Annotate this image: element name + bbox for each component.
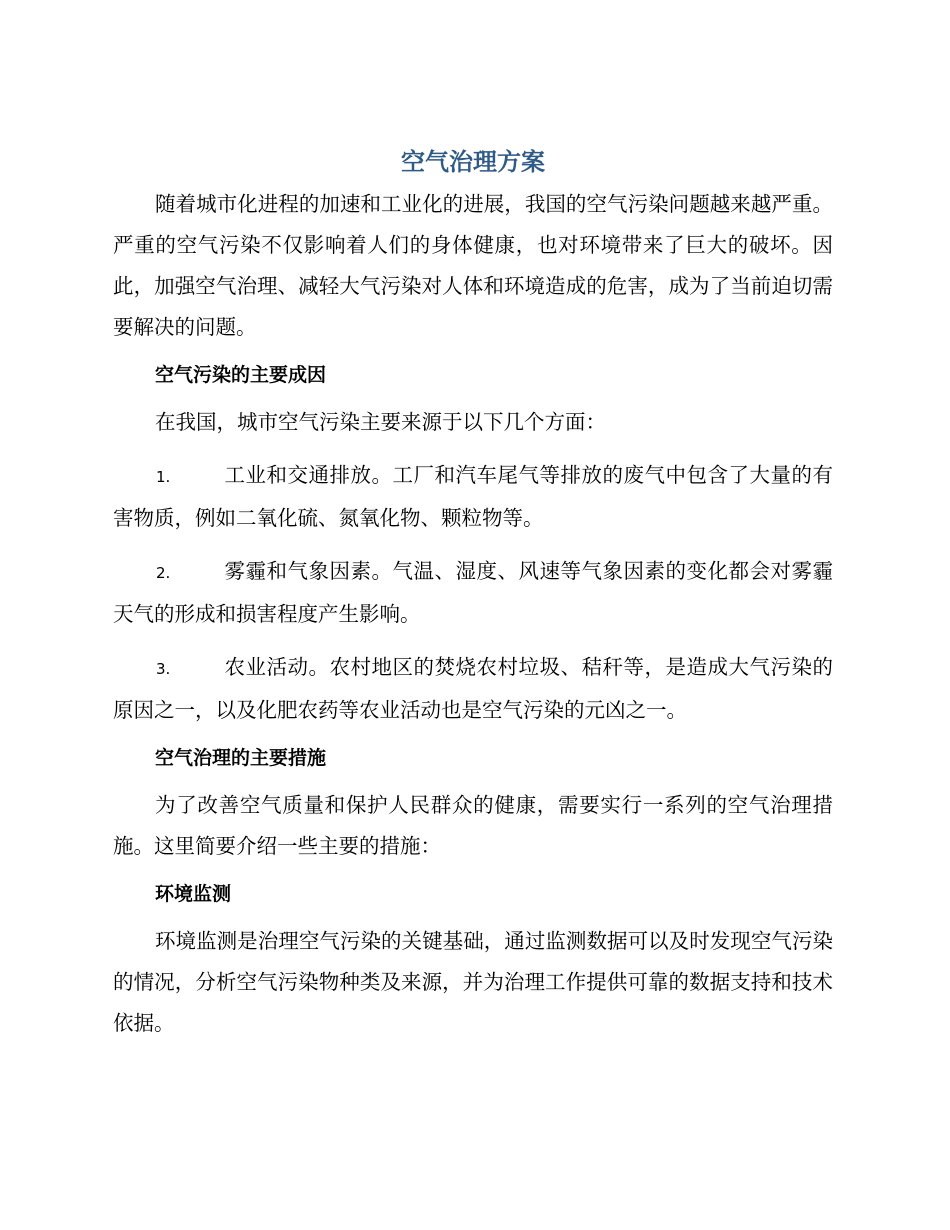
section-heading-monitoring: 环境监测 xyxy=(155,883,232,905)
causes-lead-paragraph: 在我国，城市空气污染主要来源于以下几个方面： xyxy=(155,410,606,434)
section-heading-measures: 空气治理的主要措施 xyxy=(155,747,327,769)
list-item xyxy=(113,551,833,635)
list-item xyxy=(113,647,833,731)
list-item-text: 农业活动。农村地区的焚烧农村垃圾、秸秆等，是造成大气污染的原因之一，以及化肥农药等农业活动也是空气污染的元凶之一。 xyxy=(113,655,833,722)
list-item xyxy=(113,455,833,539)
intro-paragraph: 随着城市化进程的加速和工业化的进展，我国的空气污染问题越来越严重。严重的空气污染不仅影响着人们的身体健康，也对环境带来了巨大的破坏。因此，加强空气治理、减轻大气污染对人体和环境造成的危害，成为了当前迫切需要解决的问题。 xyxy=(113,192,833,339)
list-number: 3. xyxy=(156,660,171,678)
section-heading-causes: 空气污染的主要成因 xyxy=(155,364,327,386)
document-title: 空气治理方案 xyxy=(401,148,545,176)
document-page xyxy=(113,140,833,1044)
list-number: 1. xyxy=(156,468,171,486)
list-item-text: 工业和交通排放。工厂和汽车尾气等排放的废气中包含了大量的有害物质，例如二氧化硫、氮氧化物、颗粒物等。 xyxy=(113,463,833,530)
list-number: 2. xyxy=(156,564,171,582)
list-item-text: 雾霾和气象因素。气温、湿度、风速等气象因素的变化都会对雾霾天气的形成和损害程度产生影响。 xyxy=(113,559,833,626)
measures-lead-paragraph: 为了改善空气质量和保护人民群众的健康，需要实行一系列的空气治理措施。这里简要介绍一些主要的措施： xyxy=(113,793,833,858)
monitoring-paragraph: 环境监测是治理空气污染的关键基础，通过监测数据可以及时发现空气污染的情况，分析空气污染物种类及来源，并为治理工作提供可靠的数据支持和技术依据。 xyxy=(113,929,833,1035)
